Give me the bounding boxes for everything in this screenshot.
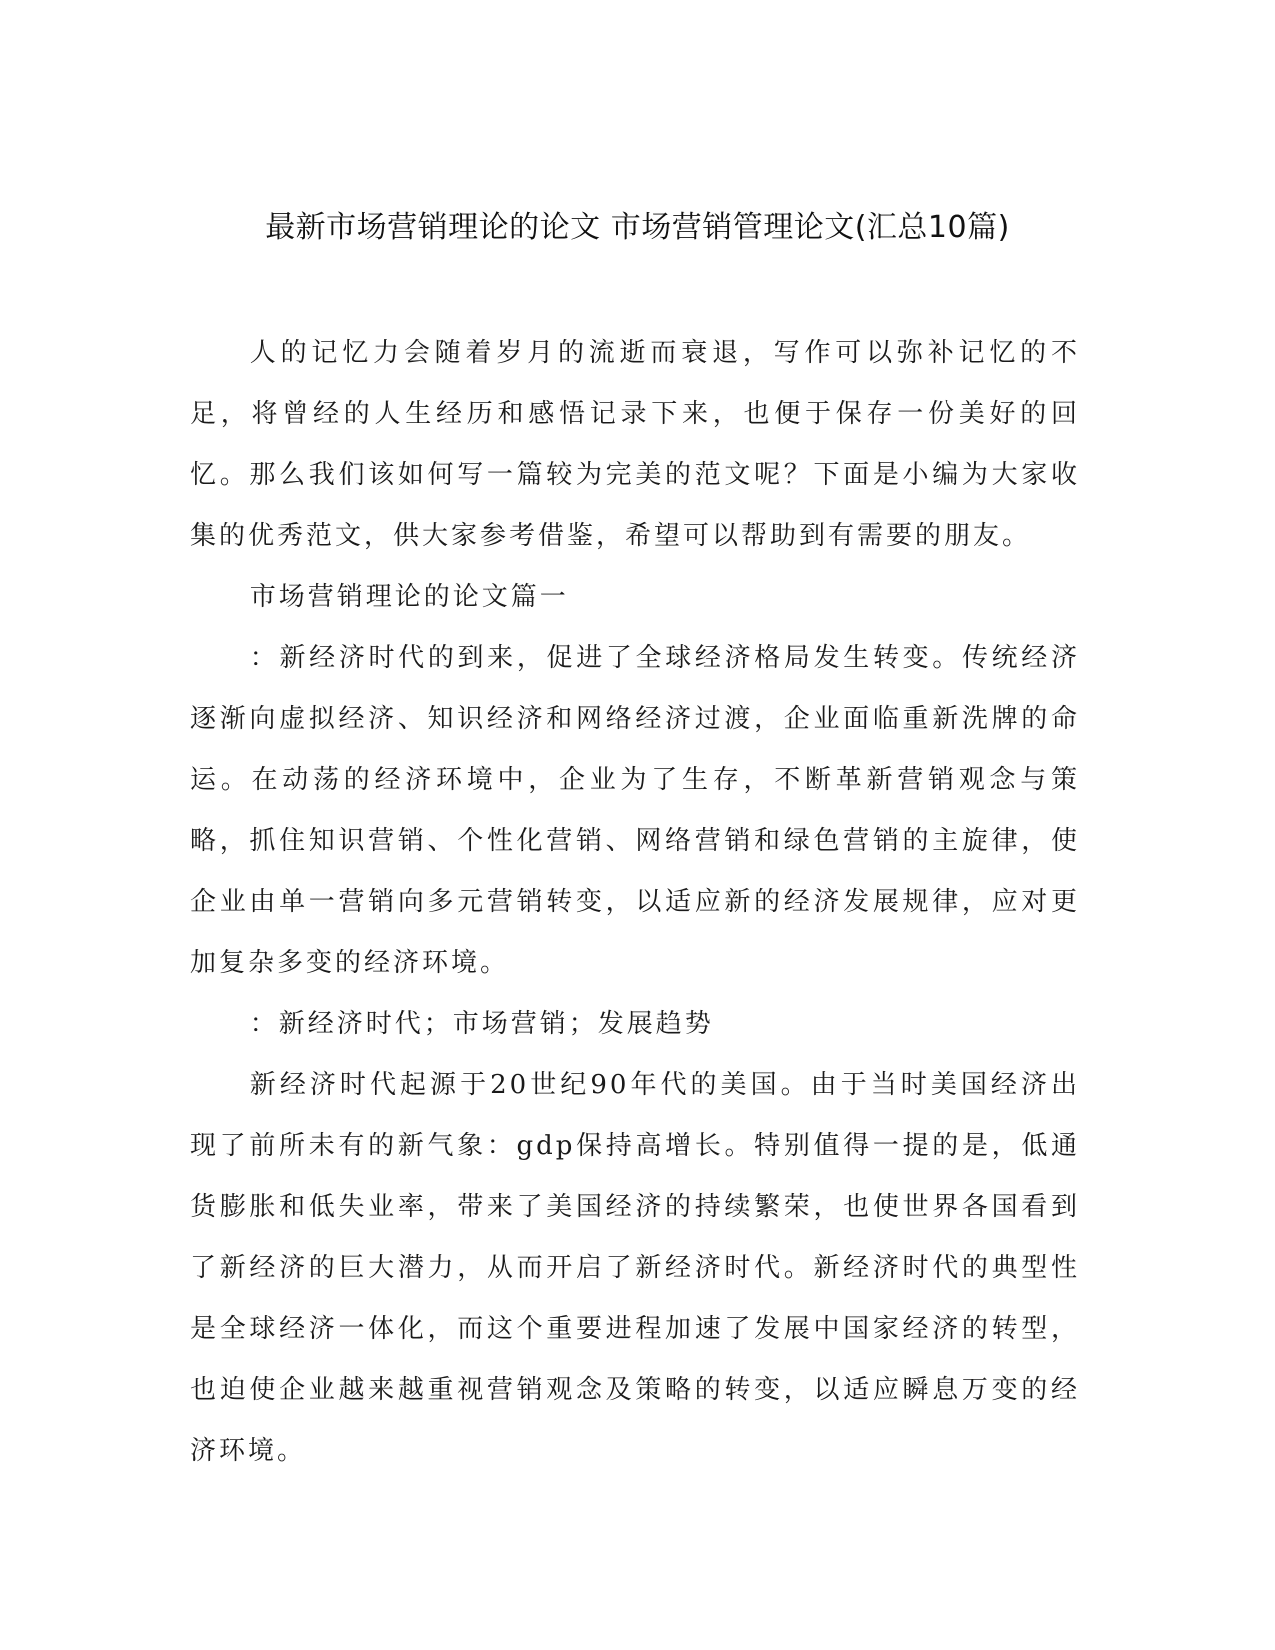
intro-paragraph: 人的记忆力会随着岁月的流逝而衰退，写作可以弥补记忆的不足，将曾经的人生经历和感悟记录下来，也便于保存一份美好的回忆。那么我们该如何写一篇较为完美的范文呢？下面是小编为大家收集的优秀范文，供大家参考借鉴，希望可以帮助到有需要的朋友。 bbox=[190, 338, 1080, 551]
document-title: 最新市场营销理论的论文 市场营销管理论文(汇总10篇) bbox=[265, 210, 1010, 245]
keywords-paragraph: ：新经济时代；市场营销；发展趋势 bbox=[249, 1009, 714, 1039]
section-heading: 市场营销理论的论文篇一 bbox=[249, 582, 569, 612]
body-paragraph: 新经济时代起源于20世纪90年代的美国。由于当时美国经济出现了前所未有的新气象：gdp保持高增长。特别值得一提的是，低通货膨胀和低失业率，带来了美国经济的持续繁荣，也使世界各国看到了新经济的巨大潜力，从而开启了新经济时代。新经济时代的典型性是全球经济一体化，而这个重要进程加速了发展中国家经济的转型，也迫使企业越来越重视营销观念及策略的转变，以适应瞬息万变的经济环境。 bbox=[190, 1070, 1080, 1466]
document-body bbox=[190, 323, 1080, 1482]
abstract-paragraph: ：新经济时代的到来，促进了全球经济格局发生转变。传统经济逐渐向虚拟经济、知识经济和网络经济过渡，企业面临重新洗牌的命运。在动荡的经济环境中，企业为了生存，不断革新营销观念与策略，抓住知识营销、个性化营销、网络营销和绿色营销的主旋律，使企业由单一营销向多元营销转变，以适应新的经济发展规律，应对更加复杂多变的经济环境。 bbox=[190, 643, 1080, 978]
